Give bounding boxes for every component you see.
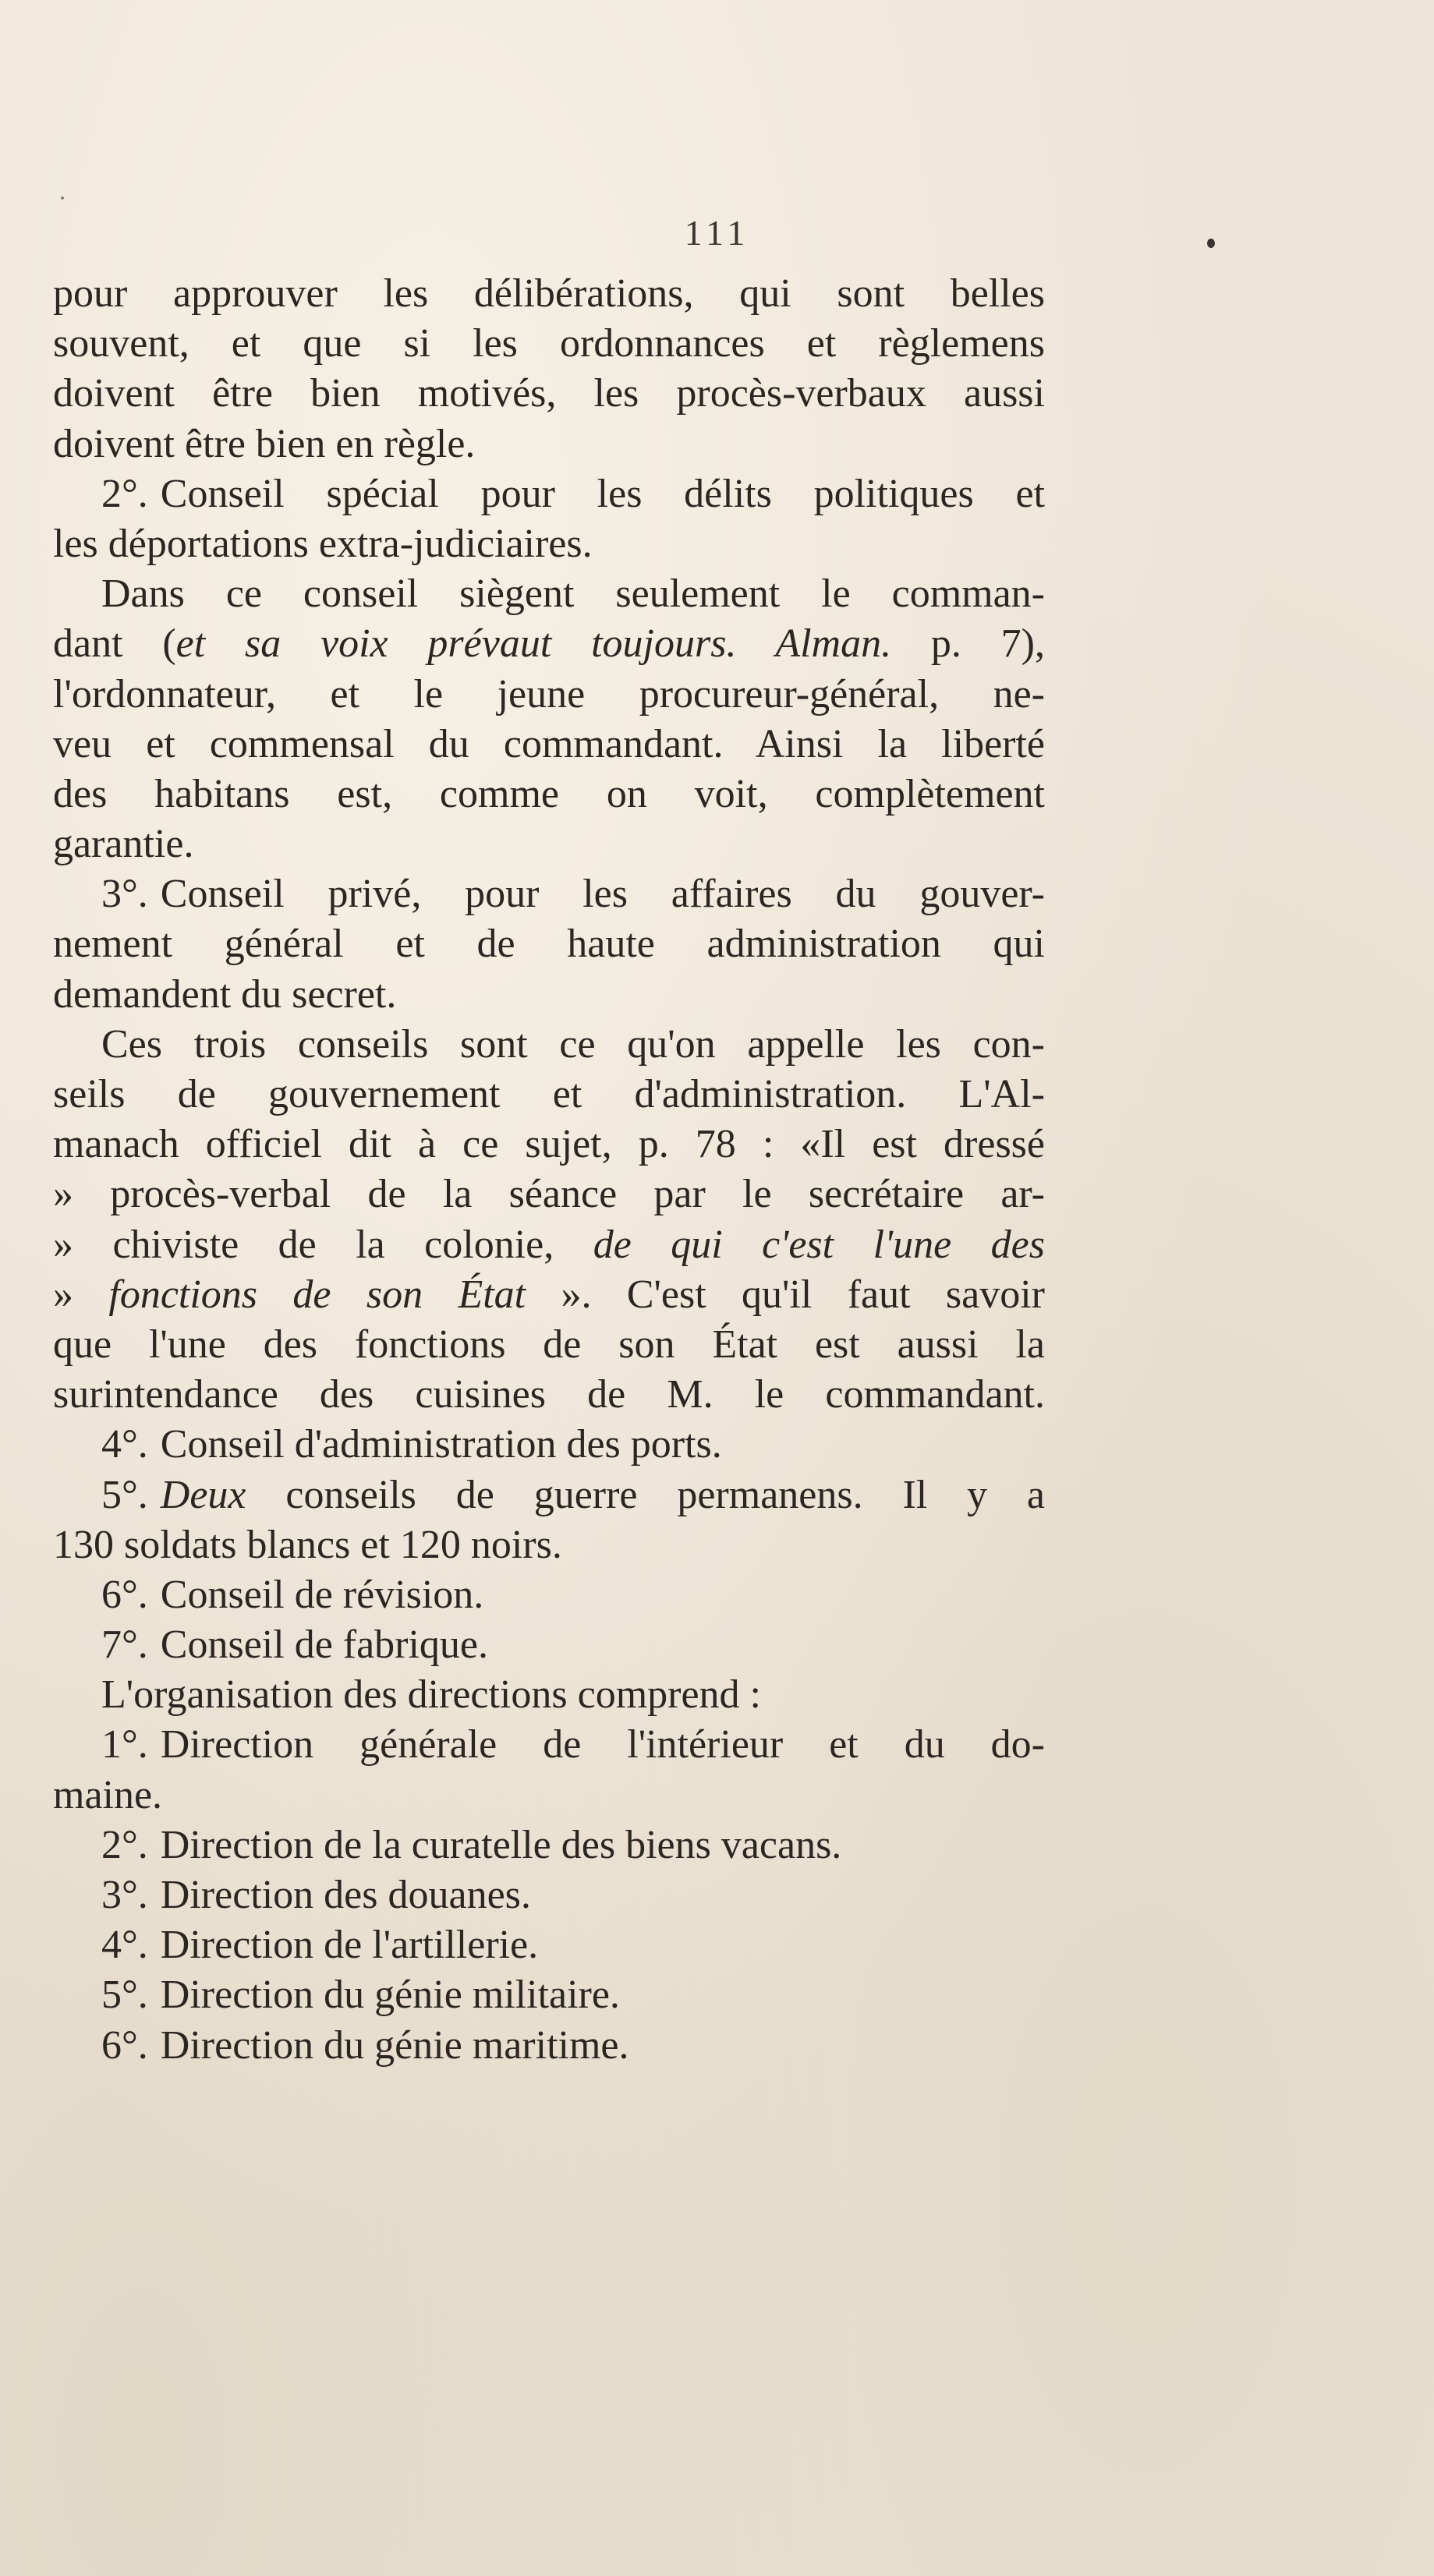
list-item — [53, 1720, 1045, 1770]
item-text: Direction de la curatelle des biens vacans. — [160, 1822, 842, 1867]
text-fragment: conseils de guerre permanens. Il y a — [246, 1472, 1045, 1517]
item-number: 4°. — [101, 1422, 148, 1467]
list-item — [53, 2021, 1045, 2071]
text-line: surintendance des cuisines de M. le commandant. — [53, 1372, 1045, 1417]
item-number: 1°. — [101, 1722, 148, 1767]
text-line: des habitans est, comme on voit, complètement — [53, 771, 1045, 816]
list-item — [53, 1470, 1045, 1520]
list-item — [53, 1620, 1045, 1670]
text-line — [53, 1220, 1045, 1270]
text-line — [53, 1270, 1045, 1320]
item-number: 2°. — [101, 1822, 148, 1867]
item-text: Conseil privé, pour les affaires du gouver- — [160, 872, 1045, 917]
list-item — [53, 1570, 1045, 1620]
text-line: Dans ce conseil siègent seulement le comman- — [101, 571, 1045, 617]
item-number: 6°. — [101, 2022, 148, 2068]
italic-fragment: de qui c'est l'une des — [593, 1222, 1045, 1267]
text-line: pour approuver les délibérations, qui sont belles — [53, 271, 1045, 316]
item-text: Direction du génie militaire. — [160, 1973, 620, 2018]
list-item — [53, 1920, 1045, 1970]
italic-fragment: et sa voix prévaut toujours. Alman. — [175, 621, 892, 667]
ink-speck — [1207, 239, 1215, 248]
text-line: nement général et de haute administration qui — [53, 922, 1045, 967]
text-line: que l'une des fonctions de son État est aussi la — [53, 1322, 1045, 1367]
item-number: 6°. — [101, 1572, 148, 1617]
item-text: Direction de l'artillerie. — [160, 1923, 539, 1968]
item-text: Conseil de fabrique. — [160, 1622, 489, 1668]
item-number: 3°. — [101, 872, 148, 917]
ink-speck — [61, 196, 64, 200]
item-number: 7°. — [101, 1622, 148, 1668]
item-number: 4°. — [101, 1923, 148, 1968]
text-line: maine. — [53, 1772, 163, 1817]
text-line — [53, 619, 1045, 669]
text-line: » procès-verbal de la séance par le secrétaire ar- — [53, 1172, 1045, 1217]
text-line: veu et commensal du commandant. Ainsi la liberté — [53, 721, 1045, 766]
text-line: garantie. — [53, 822, 194, 867]
text-line: manach officiel dit à ce sujet, p. 78 : «Il est dressé — [53, 1122, 1045, 1167]
item-text: Conseil d'administration des ports. — [160, 1422, 722, 1467]
item-text: Conseil de révision. — [160, 1572, 484, 1617]
italic-fragment: fonctions de son État — [108, 1272, 526, 1317]
item-number: 5°. — [101, 1973, 148, 2018]
page-body — [53, 269, 1045, 2071]
item-text: Conseil spécial pour les délits politiques et — [160, 471, 1045, 516]
text-fragment: p. 7), — [891, 621, 1045, 667]
text-line: demandent du secret. — [53, 971, 397, 1017]
item-text — [161, 1470, 1045, 1520]
text-line: seils de gouvernement et d'administration. L'Al- — [53, 1072, 1045, 1116]
text-line: doivent être bien motivés, les procès-verbaux aussi — [53, 371, 1045, 416]
text-line: l'ordonnateur, et le jeune procureur-général, ne- — [53, 671, 1045, 717]
text-line: les déportations extra-judiciaires. — [53, 521, 593, 566]
italic-fragment: Deux — [160, 1472, 246, 1517]
list-item — [53, 1970, 1045, 2020]
list-item — [53, 869, 1045, 919]
text-fragment: » — [53, 1272, 109, 1317]
list-item — [53, 469, 1045, 519]
item-text: Direction des douanes. — [160, 1873, 531, 1917]
text-fragment: dant ( — [53, 621, 176, 667]
text-line: 130 soldats blancs et 120 noirs. — [53, 1522, 562, 1567]
item-number: 2°. — [101, 471, 148, 516]
item-number: 3°. — [101, 1873, 148, 1917]
list-item — [53, 1821, 1045, 1870]
list-item — [53, 1420, 1045, 1470]
list-item — [53, 1870, 1045, 1920]
item-number: 5°. — [101, 1472, 148, 1517]
text-line: Ces trois conseils sont ce qu'on appelle les con- — [101, 1021, 1045, 1067]
text-line: L'organisation des directions comprend : — [101, 1672, 761, 1718]
item-text: Direction du génie maritime. — [160, 2022, 629, 2068]
item-text: Direction générale de l'intérieur et du do- — [160, 1722, 1045, 1767]
page-number: 111 — [684, 213, 750, 253]
text-line: doivent être bien en règle. — [53, 421, 476, 466]
text-fragment: ». C'est qu'il faut savoir — [526, 1272, 1045, 1317]
text-fragment: » chiviste de la colonie, — [53, 1222, 593, 1267]
text-line: souvent, et que si les ordonnances et règlemens — [53, 321, 1045, 366]
